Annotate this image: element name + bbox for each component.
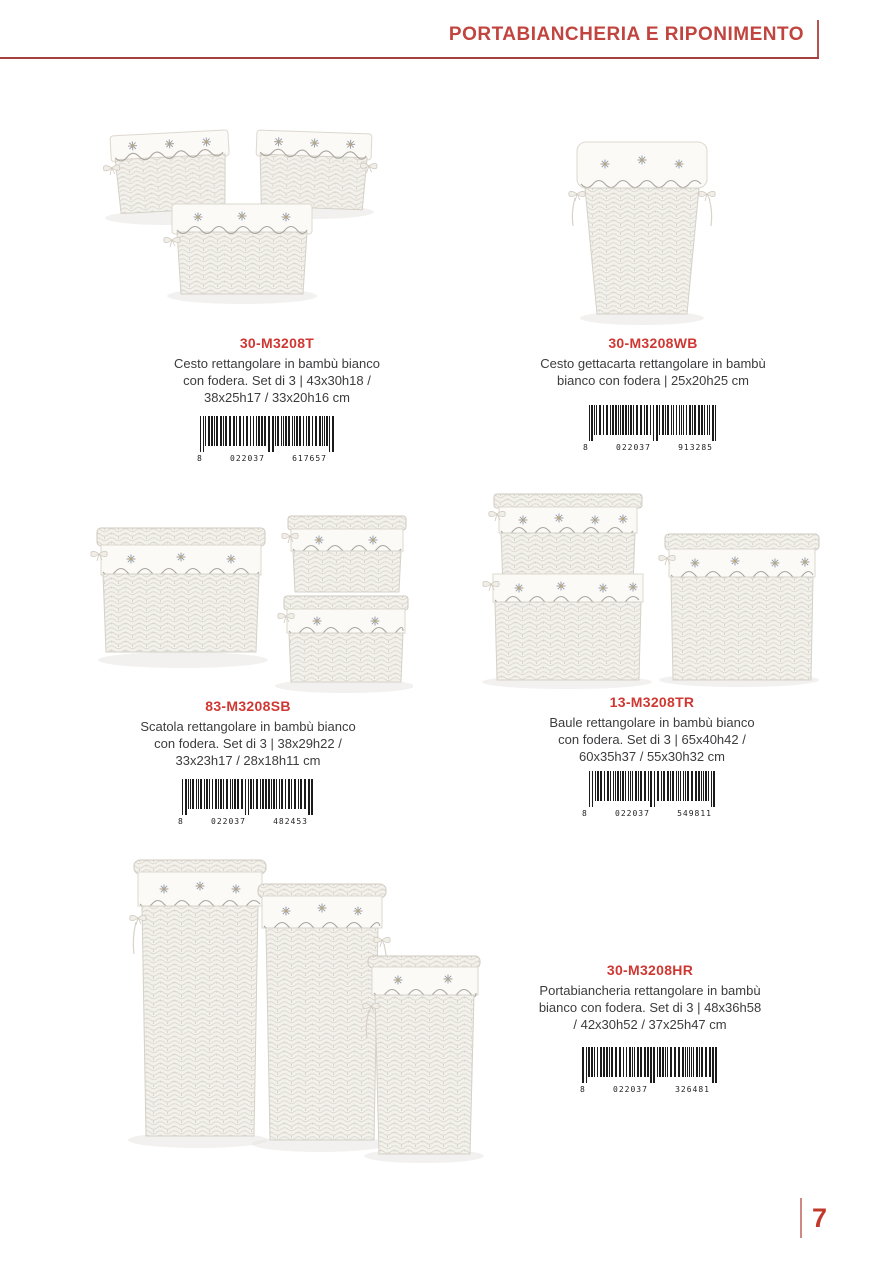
product-code: 13-M3208TR — [609, 694, 695, 710]
product-card — [88, 476, 408, 829]
barcode-prefix: 8 — [583, 443, 589, 452]
barcode-bars — [174, 779, 322, 816]
barcode-group: 022037 — [615, 809, 650, 818]
page-number: 7 — [812, 1203, 828, 1233]
barcode-group: 022037 — [613, 1085, 648, 1094]
product-card — [490, 962, 810, 1097]
product-barcode — [576, 1047, 724, 1094]
barcode-bars — [576, 1047, 724, 1084]
description-line: con fodera. Set di 3 | 38x29h22 / — [154, 736, 342, 751]
lidded-boxes-illustration — [83, 476, 413, 694]
description-line: 33x23h17 / 28x18h11 cm — [175, 753, 321, 768]
barcode-prefix: 8 — [580, 1085, 586, 1094]
product-photo — [83, 476, 408, 694]
baskets-set-illustration — [92, 106, 392, 331]
product-code: 30-M3208WB — [608, 335, 698, 351]
page-title: PORTABIANCHERIA E RIPONIMENTO — [448, 24, 804, 45]
trunk-baskets-illustration — [477, 478, 827, 690]
barcode-group: 022037 — [230, 454, 265, 463]
page-number-bar — [800, 1198, 802, 1238]
page-number-block — [800, 1198, 827, 1238]
product-description — [88, 718, 408, 769]
header-rule — [0, 57, 819, 59]
barcode-group: 326481 — [675, 1085, 710, 1094]
description-line: con fodera. Set di 3 | 65x40h42 / — [558, 732, 746, 747]
product-photo — [105, 838, 500, 1173]
description-line: bianco con fodera | 25x20h25 cm — [556, 373, 749, 388]
barcode-group: 549811 — [677, 809, 712, 818]
barcode-group: 022037 — [211, 817, 246, 826]
barcode-bars — [578, 771, 726, 808]
description-line: Baule rettangolare in bambù bianco — [549, 715, 755, 730]
product-barcode — [174, 779, 322, 826]
barcode-prefix: 8 — [582, 809, 588, 818]
product-photo — [477, 478, 812, 690]
product-description — [492, 714, 812, 765]
product-card — [117, 106, 437, 466]
product-description — [490, 982, 810, 1033]
barcode-group: 022037 — [616, 443, 651, 452]
laundry-hampers-illustration — [108, 838, 498, 1168]
description-line: bianco con fodera. Set di 3 | 48x36h58 — [538, 1000, 762, 1015]
product-code: 83-M3208SB — [205, 698, 291, 714]
header-accent-bar — [817, 20, 819, 59]
product-card — [492, 478, 812, 821]
product-code: 30-M3208HR — [606, 962, 694, 978]
barcode-bars — [579, 405, 727, 442]
description-line: Cesto gettacarta rettangolare in bambù — [540, 356, 766, 371]
description-line: Cesto rettangolare in bambù bianco — [174, 356, 380, 371]
barcode-digits — [576, 1084, 724, 1094]
barcode-prefix: 8 — [178, 817, 184, 826]
product-code: 30-M3208T — [239, 335, 315, 351]
product-description — [117, 355, 437, 406]
basket-illustration — [485, 106, 795, 331]
product-photo — [485, 106, 813, 331]
product-description — [493, 355, 813, 389]
barcode-prefix: 8 — [197, 454, 203, 463]
description-line: Scatola rettangolare in bambù bianco — [140, 719, 356, 734]
barcode-digits — [193, 453, 341, 463]
description-line: con fodera. Set di 3 | 43x30h18 / — [183, 373, 371, 388]
barcode-group: 617657 — [292, 454, 327, 463]
description-line: / 42x30h52 / 37x25h47 cm — [573, 1017, 727, 1032]
barcode-group: 913285 — [678, 443, 713, 452]
barcode-digits — [579, 442, 727, 452]
barcode-group: 482453 — [273, 817, 308, 826]
product-barcode — [193, 416, 341, 463]
product-card — [493, 106, 813, 455]
product-barcode — [578, 771, 726, 818]
product-barcode — [579, 405, 727, 452]
product-photo — [92, 106, 437, 331]
barcode-digits — [578, 808, 726, 818]
barcode-bars — [193, 416, 341, 453]
description-line: 38x25h17 / 33x20h16 cm — [204, 390, 350, 405]
description-line: 60x35h37 / 55x30h32 cm — [579, 749, 725, 764]
description-line: Portabiancheria rettangolare in bambù — [539, 983, 761, 998]
barcode-digits — [174, 816, 322, 826]
